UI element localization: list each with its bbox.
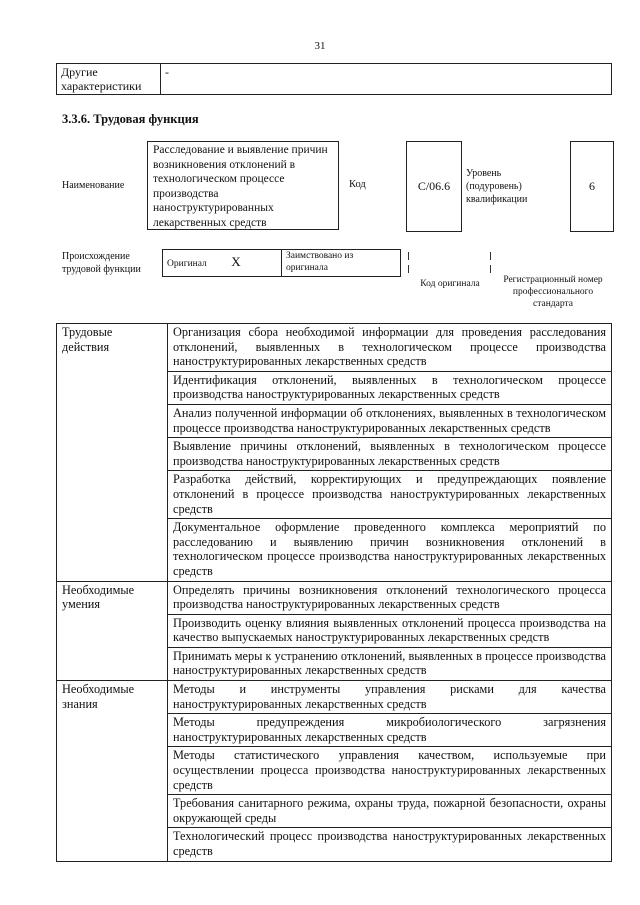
list-item: Технологический процесс производства наноструктурированных лекарственных средств	[168, 828, 612, 861]
borrowed-label: Заимствовано из оригинала	[286, 251, 354, 273]
level-label: Уровень (подуровень) квалификации	[466, 168, 528, 205]
list-item: Определять причины возникновения отклонений технологического процесса производства наноструктурированных лекарственных средств	[168, 581, 612, 614]
section-label: Трудовые действия	[57, 324, 168, 582]
section-label: Необходимые знания	[57, 681, 168, 862]
name-value: Расследование и выявление причин возникновения отклонений в технологическом процессе производства наноструктурированных лекарственных средств	[147, 141, 339, 230]
reg-number-caption: Регистрационный номер профессионального стандарта	[503, 275, 603, 309]
section-heading: 3.3.6. Трудовая функция	[62, 112, 199, 126]
function-details-table	[56, 323, 612, 862]
original-cell	[163, 250, 282, 277]
list-item: Требования санитарного режима, охраны труда, пожарной безопасности, охраны окружающей среды	[168, 795, 612, 828]
origin-table	[162, 249, 401, 277]
table-row	[57, 581, 612, 614]
list-item: Организация сбора необходимой информации для проведения расследования отклонений, выявленных в технологическом процессе производства наноструктурированных лекарственных средств	[168, 324, 612, 372]
code-original-caption: Код оригинала	[420, 279, 480, 289]
list-item: Выявление причины отклонений, выявленных в технологическом процессе производства наноструктурированных лекарственных средств	[168, 438, 612, 471]
list-item: Идентификация отклонений, выявленных в технологическом процессе производства наноструктурированных лекарственных средств	[168, 371, 612, 404]
list-item: Производить оценку влияния выявленных отклонений процесса производства на качество выпускаемых наноструктурированных лекарственных средств	[168, 614, 612, 647]
code-original-tick	[408, 265, 409, 273]
other-characteristics-table	[56, 63, 612, 95]
origin-label: Происхождение трудовой функции	[62, 251, 141, 275]
list-item: Методы предупреждения микробиологического загрязнения наноструктурированных лекарственных средств	[168, 714, 612, 747]
reg-number-tick	[490, 265, 491, 273]
section-label: Необходимые умения	[57, 581, 168, 681]
original-mark: X	[231, 254, 241, 269]
other-characteristics-value: -	[161, 64, 612, 95]
list-item: Методы статистического управления качеством, используемые при осуществлении процесса производства наноструктурированных лекарственных средств	[168, 747, 612, 795]
list-item: Принимать меры к устранению отклонений, выявленных в процессе производства наноструктурированных лекарственных средств	[168, 647, 612, 680]
table-row	[57, 681, 612, 714]
list-item: Анализ полученной информации об отклонениях, выявленных в технологическом процессе производства наноструктурированных лекарственных средств	[168, 404, 612, 437]
code-value: C/06.6	[406, 141, 462, 232]
code-label: Код	[349, 179, 366, 190]
list-item: Разработка действий, корректирующих и предупреждающих появление отклонений в процессе производства наноструктурированных лекарственных средств	[168, 471, 612, 519]
reg-number-tick	[490, 252, 491, 260]
list-item: Документальное оформление проведенного комплекса мероприятий по расследованию и выявлению причин возникновения отклонений в технологическом процессе производства наноструктурированных лекарственных средств	[168, 519, 612, 581]
name-label: Наименование	[62, 180, 125, 191]
original-label: Оригинал	[167, 259, 207, 269]
level-value: 6	[570, 141, 614, 232]
list-item: Методы и инструменты управления рисками для качества наноструктурированных лекарственных средств	[168, 681, 612, 714]
page-number: 31	[314, 40, 326, 52]
borrowed-cell	[282, 250, 401, 277]
code-original-tick	[408, 252, 409, 260]
table-row	[57, 324, 612, 372]
other-characteristics-label: Другие характеристики	[57, 64, 161, 95]
